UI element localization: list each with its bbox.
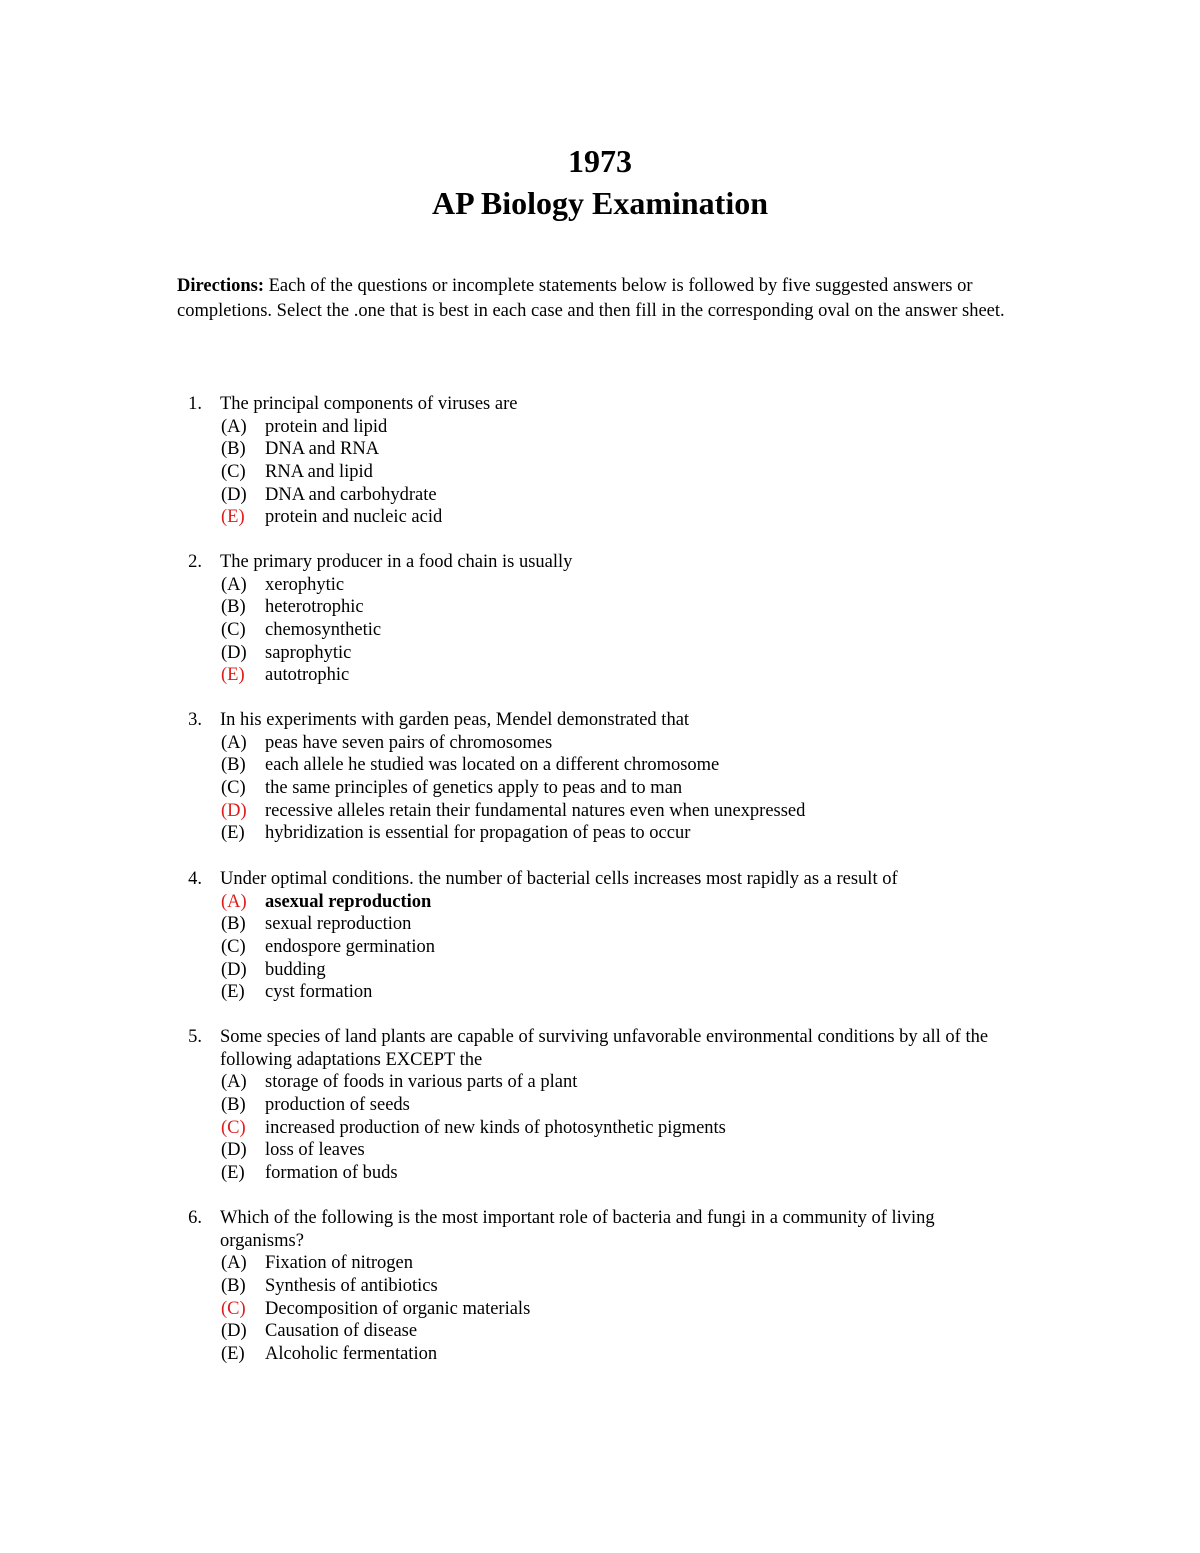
choice-e	[0, 506, 1200, 529]
correct-answer-letter: (E)	[221, 507, 245, 528]
choice-text: Synthesis of antibiotics	[265, 1276, 438, 1297]
correct-answer-letter: (E)	[221, 665, 245, 686]
choice-b	[0, 1275, 1200, 1298]
directions-label: Directions:	[177, 276, 264, 296]
exam-year: 1973	[568, 143, 632, 179]
choice-e	[0, 981, 1200, 1004]
choice-text: recessive alleles retain their fundamental natures even when unexpressed	[265, 800, 806, 821]
choice-text: peas have seven pairs of chromosomes	[265, 732, 553, 753]
choice-e	[0, 1343, 1200, 1366]
choice-b	[0, 1094, 1200, 1117]
choice-b	[0, 438, 1200, 461]
choice-text: autotrophic	[265, 665, 350, 686]
choice-text: hybridization is essential for propagation of peas to occur	[265, 823, 691, 844]
choice-d	[0, 642, 1200, 665]
question-stem: The primary producer in a food chain is usually	[220, 552, 573, 572]
choice-e	[0, 664, 1200, 687]
choice-a	[0, 416, 1200, 439]
choice-letter: (D)	[221, 642, 247, 663]
correct-answer-letter: (C)	[221, 1298, 246, 1319]
choice-a	[0, 1071, 1200, 1094]
choice-letter: (E)	[221, 823, 245, 844]
choice-a	[0, 732, 1200, 755]
choice-b	[0, 596, 1200, 619]
choice-c	[0, 777, 1200, 800]
choice-letter: (E)	[221, 1344, 245, 1365]
choice-text: Decomposition of organic materials	[265, 1298, 531, 1319]
choice-text: formation of buds	[265, 1163, 398, 1184]
choice-d	[0, 484, 1200, 507]
choice-text: budding	[265, 959, 326, 980]
choice-text: sexual reproduction	[265, 914, 412, 935]
choice-text: saprophytic	[265, 642, 352, 663]
directions-paragraph	[177, 274, 1037, 324]
choice-letter: (C)	[221, 620, 246, 641]
choice-letter: (A)	[221, 416, 247, 437]
choice-letter: (A)	[221, 574, 247, 595]
choice-b	[0, 754, 1200, 777]
choice-text: DNA and RNA	[265, 439, 380, 460]
choice-letter: (B)	[221, 914, 246, 935]
exam-title: AP Biology Examination	[431, 185, 769, 221]
choice-e	[0, 1162, 1200, 1185]
choice-text: asexual reproduction	[265, 891, 432, 912]
choice-letter: (B)	[221, 755, 246, 776]
question-number: 5.	[188, 1027, 202, 1047]
choice-letter: (A)	[221, 732, 247, 753]
choice-letter: (B)	[221, 1095, 246, 1116]
choice-text: each allele he studied was located on a different chromosome	[265, 755, 720, 776]
question-number: 6.	[188, 1208, 202, 1228]
choice-letter: (E)	[221, 982, 245, 1003]
choice-letter: (B)	[221, 439, 246, 460]
choice-text: production of seeds	[265, 1095, 410, 1116]
choice-d	[0, 959, 1200, 982]
correct-answer-letter: (D)	[221, 800, 247, 821]
choice-c	[0, 1117, 1200, 1140]
choice-text: DNA and carbohydrate	[265, 484, 437, 505]
choice-c	[0, 461, 1200, 484]
choice-c	[0, 936, 1200, 959]
choice-letter: (B)	[221, 1276, 246, 1297]
choice-text: the same principles of genetics apply to peas and to man	[265, 778, 683, 799]
choice-letter: (E)	[221, 1163, 245, 1184]
choice-d	[0, 1139, 1200, 1162]
choice-c	[0, 619, 1200, 642]
choice-a	[0, 574, 1200, 597]
choice-letter: (D)	[221, 959, 247, 980]
choice-text: Causation of disease	[265, 1321, 418, 1342]
choice-text: Fixation of nitrogen	[265, 1253, 413, 1274]
question-number: 1.	[188, 394, 202, 414]
choice-d	[0, 800, 1200, 823]
choice-text: increased production of new kinds of photosynthetic pigments	[265, 1117, 726, 1138]
choice-text: protein and nucleic acid	[265, 507, 443, 528]
correct-answer-letter: (C)	[221, 1117, 246, 1138]
choice-text: Alcoholic fermentation	[265, 1344, 438, 1365]
choice-letter: (D)	[221, 1140, 247, 1161]
choice-letter: (C)	[221, 462, 246, 483]
choice-text: cyst formation	[265, 982, 373, 1003]
choice-letter: (A)	[221, 1253, 247, 1274]
choice-text: xerophytic	[265, 574, 345, 595]
choice-letter: (C)	[221, 937, 246, 958]
question-stem: Under optimal conditions. the number of bacterial cells increases most rapidly as a result of	[220, 869, 898, 889]
question-stem: Which of the following is the most important role of bacteria and fungi in a community of living organisms?	[220, 1208, 935, 1251]
choice-text: storage of foods in various parts of a plant	[265, 1072, 578, 1093]
choice-d	[0, 1320, 1200, 1343]
directions-text: Each of the questions or incomplete statements below is followed by five suggested answers or completions. Select the .one that is best in each case and then fill in the corresponding oval on the answer sheet.	[177, 276, 1005, 321]
choice-e	[0, 822, 1200, 845]
choice-letter: (D)	[221, 484, 247, 505]
choice-text: chemosynthetic	[265, 620, 382, 641]
choice-letter: (D)	[221, 1321, 247, 1342]
choice-c	[0, 1298, 1200, 1321]
choice-letter: (A)	[221, 1072, 247, 1093]
question-stem: The principal components of viruses are	[220, 394, 518, 414]
choice-text: endospore germination	[265, 937, 436, 958]
question-number: 3.	[188, 710, 202, 730]
choice-text: RNA and lipid	[265, 462, 373, 483]
choice-letter: (C)	[221, 778, 246, 799]
choice-a	[0, 891, 1200, 914]
choice-a	[0, 1252, 1200, 1275]
choice-text: loss of leaves	[265, 1140, 365, 1161]
correct-answer-letter: (A)	[221, 891, 247, 912]
choice-text: heterotrophic	[265, 597, 364, 618]
choice-letter: (B)	[221, 597, 246, 618]
question-stem: In his experiments with garden peas, Mendel demonstrated that	[220, 710, 690, 730]
question-number: 2.	[188, 552, 202, 572]
question-stem: Some species of land plants are capable of surviving unfavorable environmental conditions by all of the following adaptations EXCEPT the	[220, 1027, 989, 1070]
question-number: 4.	[188, 869, 202, 889]
choice-b	[0, 913, 1200, 936]
choice-text: protein and lipid	[265, 416, 388, 437]
